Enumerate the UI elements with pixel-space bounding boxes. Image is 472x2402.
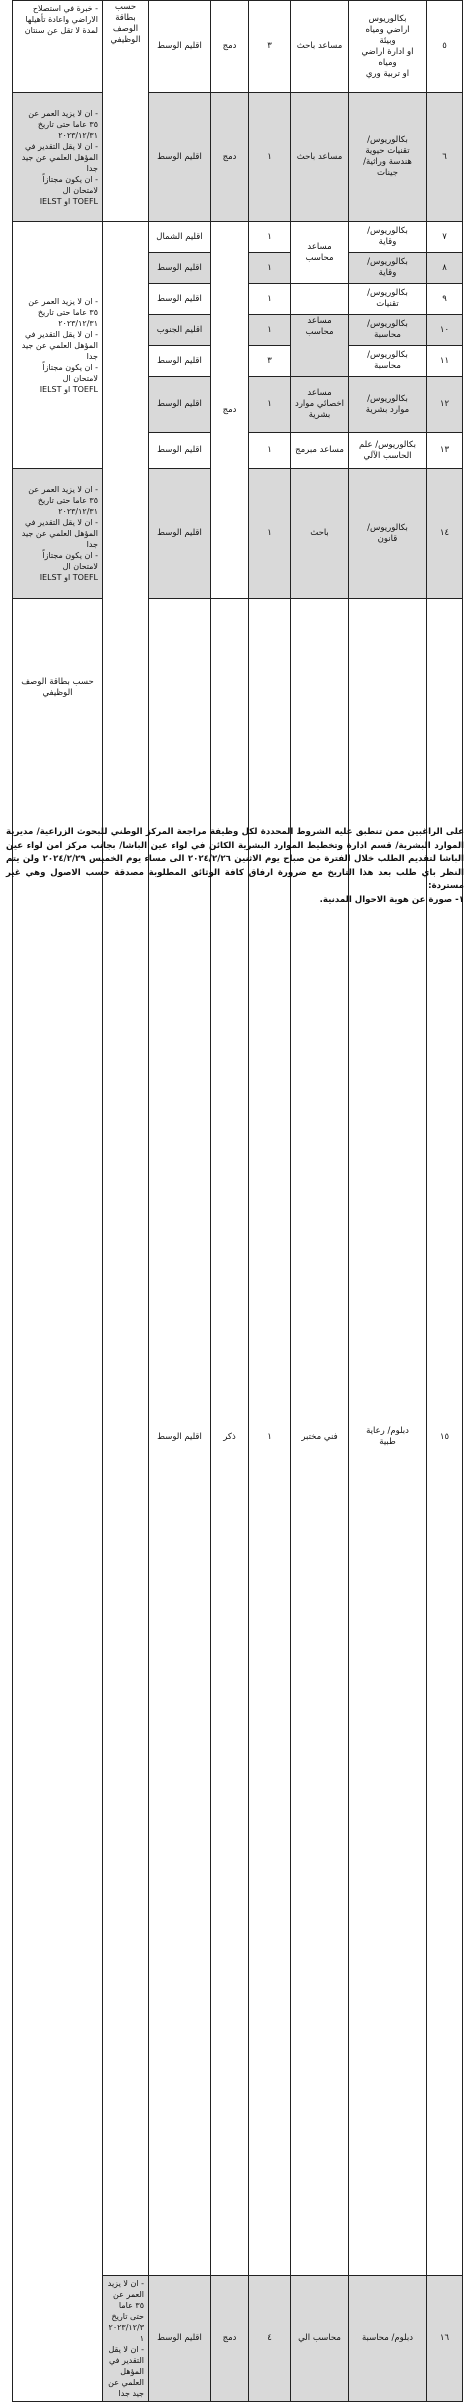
vacancy-count: ١ [249,93,291,222]
text-line: محاسبة [374,330,401,340]
text-line: - ان لا يقل التقدير في [108,2345,144,2365]
vacancy-count: ١ [249,284,291,315]
qualification [349,1,427,93]
vacancy-count: ١ [249,377,291,433]
text-line: ٢٠٢٣/١٢/٣١ [58,507,98,516]
table-row [13,93,463,222]
text-line: موارد بشرية [365,404,410,415]
job-description: حسب بطاقة الوصف الوظيفي [13,599,103,2402]
qualification [349,93,427,222]
text-line: بكالوريوس/ [367,135,408,145]
text-line: بكالوريوس/ [367,393,408,404]
qualification [349,222,427,253]
text-line: ٢٠٢٣/١٢/٣١ [58,318,98,328]
row-number: ١٥ [427,599,463,2276]
vacancy-count: ١ [249,315,291,346]
text-line: وقاية [378,268,397,278]
region: اقليم الشمال [149,222,211,253]
row-number: ٨ [427,253,463,284]
text-line: بكالوريوس/ [367,319,408,329]
text-line: لامتحان ال [62,373,98,383]
job-title: باحث [291,469,349,599]
text-line: بكالوريوس/ [367,288,408,298]
text-line: المؤهل العلمي عن جيد [21,152,98,162]
text-line: ٢٠٢٣/١٢/٣١ [58,130,98,140]
qualification [349,253,427,284]
text-line: - ان لا يزيد العمر عن [107,2279,144,2299]
text-line: TOEFL او IELST [39,196,98,206]
text-line: ومياه [378,57,397,68]
text-line: ٣٥ عاما حتى تاريخ [37,496,98,505]
region: اقليم الجنوب [149,315,211,346]
qualification [349,315,427,346]
region: اقليم الوسط [149,377,211,433]
text-line: - ان لا يقل التقدير في [24,141,98,151]
text-line: ٢٠٢٣/١٢/٣١ [108,2323,144,2343]
row-number: ١٠ [427,315,463,346]
gender: ذكر [211,599,249,2276]
text-line: - ان لا يزيد العمر عن [28,296,98,306]
qualification [349,469,427,599]
gender: دمج [211,1,249,93]
text-line: - ان لا يقل التقدير في [24,329,98,339]
row-number: ٧ [427,222,463,253]
region: اقليم الوسط [149,346,211,377]
text-line: لمدة لا تقل عن سنتان [24,26,98,35]
text-line: تقنيات [376,299,399,309]
text-line: - خبرة في استصلاح [32,4,98,13]
vacancy-count: ٣ [249,1,291,93]
qualification [349,433,427,469]
gender: دمج [211,2276,249,2402]
text-line: وقاية [378,237,397,247]
text-line: او ادارة اراضي [361,46,414,57]
text-line: - ان يكون مجتازاً [42,174,98,184]
job-title: مساعد اخصائي موارد بشرية [291,377,349,433]
qualification [349,2276,427,2402]
text-line: بكالوريوس/ [367,226,408,236]
text-line: ٣٥ عاما حتى تاريخ [37,119,98,129]
text-line: لامتحان ال [62,562,98,571]
text-line: اراضي ومياه [365,24,410,35]
vacancy-count: ١ [249,433,291,469]
vacancy-count: ١ [249,599,291,2276]
text-line: المؤهل العلمي عن جيد جدا [21,340,98,361]
text-line: دبلوم/ رعاية [366,1426,409,1436]
text-line: بكالوريوس/ [367,257,408,267]
qualification [349,346,427,377]
text-line: جينات [377,168,398,178]
vacancy-count: ١ [249,222,291,253]
job-title: فني مختبر [291,599,349,2276]
job-description-empty [103,222,149,2276]
row-number: ١٢ [427,377,463,433]
text-line: - ان لا يزيد العمر عن [28,485,98,494]
text-line: وبيئة [379,35,396,46]
text-line: الاراضي واعادة تأهيلها [25,15,98,24]
qualification [349,377,427,433]
region: اقليم الوسط [149,1,211,93]
region: اقليم الوسط [149,469,211,599]
row-number: ٦ [427,93,463,222]
text-line: TOEFL او IELST [39,384,98,394]
job-title: محاسب الي [291,2276,349,2402]
job-description: حسب بطاقة الوصف الوظيفي [103,1,149,222]
row-number: ١٦ [427,2276,463,2402]
row-number: ١٤ [427,469,463,599]
instructions-paragraph: على الراغبين ممن تنطبق عليه الشروط المحددة لكل وظيفة مراجعة المركز الوطني للبحوث الزراعية/ مديرية الموارد البشرية/ قسم ادارة وتخطيط الموارد البشرية الكائن في لواء عين الباشا/ بجانب مركز امن لواء عين الباشا لتقديم الطلب خلال الفترة من صباح يوم الاثنين ٢٠٢٤/٢/٢٦ الى مساء يوم الخميس ٢٠٢٤/٢/٢٩ ولن يتم النظر باي طلب بعد هذا التاريخ مع ضرورة ارفاق كافة الوثائق المطلوبة مصدقة حسب الاصول وهي غير مستردة: [6,827,464,891]
row-number: ٩ [427,284,463,315]
table-row [13,1,463,93]
text-line: محاسبة [374,361,401,371]
text-line: ٣٥ عاما حتى تاريخ [111,2301,144,2321]
text-line: - ان يكون مجتازاً [42,551,98,560]
conditions [13,469,103,599]
region: اقليم الوسط [149,2276,211,2402]
region: اقليم الوسط [149,284,211,315]
table-row [13,222,463,253]
text-line: بكالوريوس/ علم [359,439,416,450]
job-title: مساعد محاسب [291,315,349,377]
required-documents-item: ١- صورة عن هوية الاحوال المدنية. [319,894,464,905]
text-line: جدا [86,540,98,549]
text-line: قانون [377,533,398,544]
text-line: دبلوم/ محاسبة [361,2333,414,2343]
application-instructions [6,826,464,907]
text-line: بكالوريوس/ [367,350,408,360]
region: اقليم الوسط [149,93,211,222]
row-number: ١٣ [427,433,463,469]
vacancy-count: ١ [249,469,291,599]
text-line: المؤهل العلمي عن جيد جدا [108,2367,144,2398]
conditions [13,1,103,93]
text-line: - ان لا يزيد العمر عن [28,108,98,118]
conditions [13,222,103,469]
text-line: بكالوريوس/ [367,522,408,533]
region: اقليم الوسط [149,253,211,284]
text-line: TOEFL او IELST [39,573,98,582]
row-number: ٥ [427,1,463,93]
text-line: لامتحان ال [62,185,98,195]
job-title: مساعد باحث [291,93,349,222]
text-line: - ان يكون مجتازاً [42,362,98,372]
jobs-table [12,0,463,2402]
vacancy-count: ٤ [249,2276,291,2402]
conditions [13,93,103,222]
row-number: ١١ [427,346,463,377]
job-title: مساعد محاسب [291,222,349,284]
job-title [291,284,349,315]
text-line: - ان لا يقل التقدير في [24,518,98,527]
text-line: هندسة وراثية/ [363,157,412,167]
region: اقليم الوسط [149,599,211,2276]
job-title: مساعد مبرمج [291,433,349,469]
vacancy-count: ٣ [249,346,291,377]
vacancy-count: ١ [249,253,291,284]
text-line: جدا [86,163,98,173]
gender: دمج [211,222,249,599]
text-line: ٣٥ عاما حتى تاريخ [37,307,98,317]
text-line: او تربية وري [365,68,410,79]
gender: دمج [211,93,249,222]
text-line: الحاسب الآلي [363,450,412,461]
conditions [103,2276,149,2402]
region: اقليم الوسط [149,433,211,469]
qualification [349,284,427,315]
text-line: طبية [379,1437,396,1447]
text-line: المؤهل العلمي عن جيد [21,529,98,538]
job-title: مساعد باحث [291,1,349,93]
text-line: بكالوريوس [368,13,407,24]
text-line: تقنيات حيوية [365,146,410,156]
